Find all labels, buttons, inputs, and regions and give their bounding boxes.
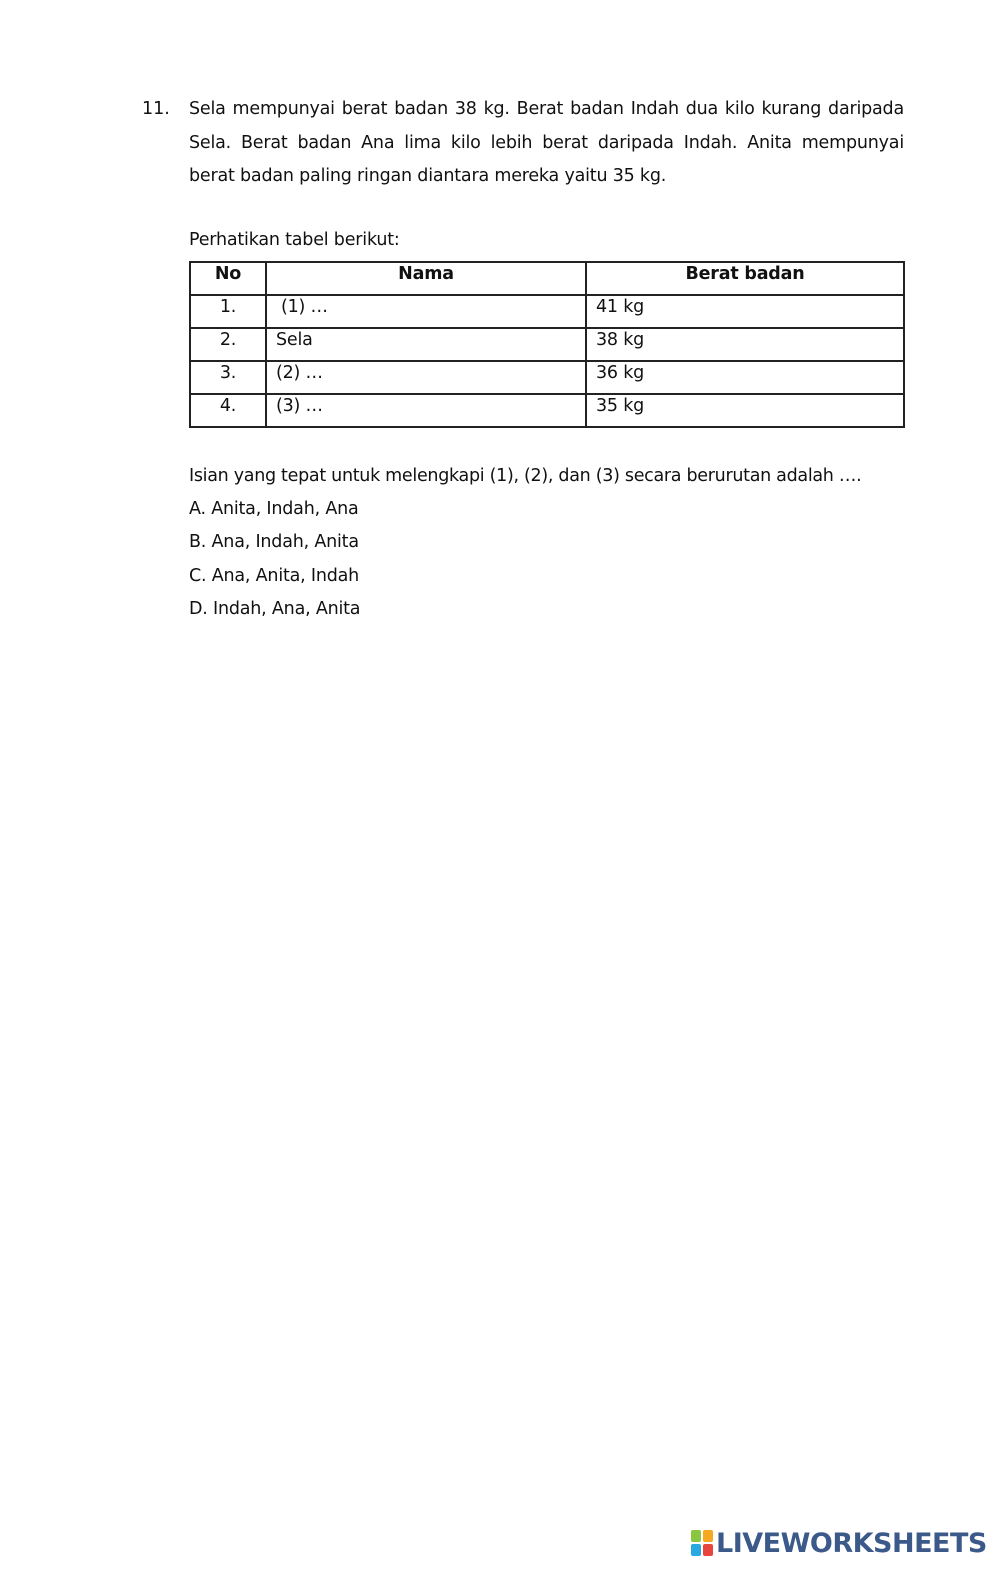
option-d[interactable]: D. Indah, Ana, Anita bbox=[189, 599, 361, 619]
logo-tile bbox=[703, 1544, 713, 1556]
logo-tile bbox=[691, 1530, 701, 1542]
table-row bbox=[190, 394, 904, 427]
answer-options bbox=[189, 493, 904, 627]
question-11 bbox=[142, 93, 904, 627]
row-berat: 36 kg bbox=[586, 361, 904, 394]
table-intro: Perhatikan tabel berikut: bbox=[189, 229, 400, 250]
question-body bbox=[189, 93, 904, 627]
header-no: No bbox=[190, 262, 266, 295]
row-no: 2. bbox=[190, 328, 266, 361]
row-nama: Sela bbox=[266, 328, 586, 361]
row-berat: 38 kg bbox=[586, 328, 904, 361]
logo-text: LIVEWORKSHEETS bbox=[716, 1527, 987, 1559]
table-row bbox=[190, 361, 904, 394]
row-berat: 41 kg bbox=[586, 295, 904, 328]
table-header-row bbox=[190, 262, 904, 295]
row-no: 3. bbox=[190, 361, 266, 394]
question-prompt: Isian yang tepat untuk melengkapi (1), (2), dan (3) secara berurutan adalah …. bbox=[189, 465, 862, 486]
header-nama: Nama bbox=[266, 262, 586, 295]
table-row bbox=[190, 295, 904, 328]
row-nama: (3) … bbox=[266, 394, 586, 427]
row-berat: 35 kg bbox=[586, 394, 904, 427]
row-nama: (1) … bbox=[266, 295, 586, 328]
live-tiles-icon bbox=[691, 1530, 713, 1556]
liveworksheets-logo bbox=[691, 1528, 987, 1558]
option-c[interactable]: C. Ana, Anita, Indah bbox=[189, 565, 360, 586]
row-no: 4. bbox=[190, 394, 266, 427]
logo-tile bbox=[703, 1530, 713, 1542]
row-nama: (2) … bbox=[266, 361, 586, 394]
option-a[interactable]: A. Anita, Indah, Ana bbox=[189, 498, 359, 519]
option-b[interactable]: B. Ana, Indah, Anita bbox=[189, 532, 359, 552]
row-no: 1. bbox=[190, 295, 266, 328]
logo-tile bbox=[691, 1544, 701, 1556]
question-number: 11. bbox=[142, 99, 170, 119]
table-row bbox=[190, 328, 904, 361]
question-text: Sela mempunyai berat badan 38 kg. Berat badan Indah dua kilo kurang daripada Sela. Berat badan Ana lima kilo lebih berat daripada Indah. Anita mempunyai berat badan paling ringan diantara mereka yaitu 35 kg. bbox=[189, 99, 904, 186]
weight-table bbox=[189, 261, 905, 428]
header-berat-badan: Berat badan bbox=[586, 262, 904, 295]
